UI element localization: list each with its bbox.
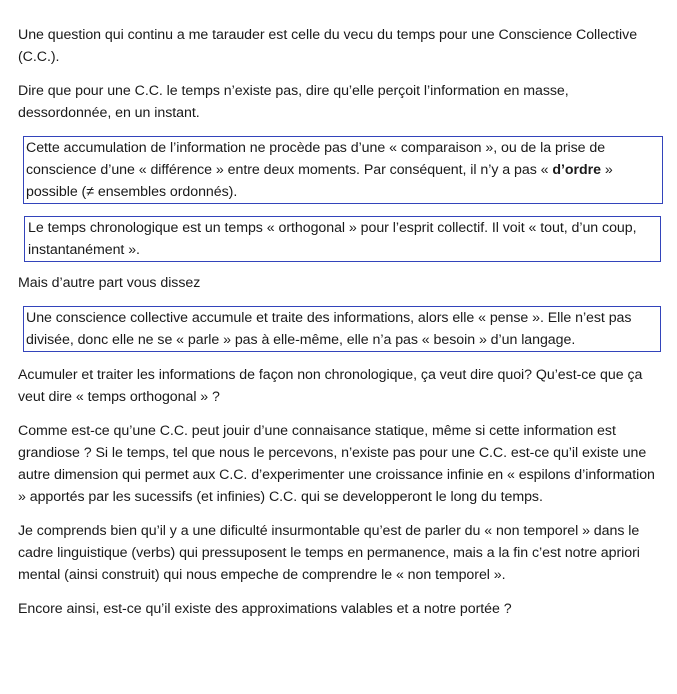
paragraph-non-temporal: Je comprends bien qu’il y a une dificulté insurmontable qu’est de parler du « non temporel » dans le cadre linguistique (verbs) qui pressuposent le temps en permanence, mais a la fin c’est notre apriori mental (ainsi construit) qui nous empeche de comprendre le « non temporel ». xyxy=(18,523,640,583)
paragraph-static-knowledge: Comme est-ce qu’une C.C. peut jouir d’une connaisance statique, même si cette information est grandiose ? Si le temps, tel que nous le percevons, n’existe pas pour une C.C. est-ce qu’il existe une autre dimension qui permet aux C.C. d’experimenter une croissance infinie en « espilons d’information » apportés par les sucessifs (et infinies) C.C. qui se developperont le long du temps. xyxy=(18,423,655,505)
quote-text: Le temps chronologique est un temps « orthogonal » pour l’esprit collectif. Il voit « tout, d’un coup, instantanément ». xyxy=(28,220,637,258)
quote-block-accumulation xyxy=(23,136,663,204)
quote-text: Une conscience collective accumule et traite des informations, alors elle « pense ». Elle n’est pas divisée, donc elle ne se « parle » pas à elle-même, elle n’a pas « besoin » d’un langage. xyxy=(26,310,632,348)
quote-text-bold: d’ordre xyxy=(552,162,601,178)
paragraph-question-orthogonal: Acumuler et traiter les informations de façon non chronologique, ça veut dire quoi? Qu’est-ce que ça veut dire « temps orthogonal » ? xyxy=(18,367,643,405)
quote-text-part1: Cette accumulation de l’information ne procède pas d’une « comparaison », ou de la prise de conscience d’une « différence » entre deux moments. Par conséquent, il n’y a pas « xyxy=(26,140,606,178)
paragraph-closing-question: Encore ainsi, est-ce qu’il existe des approximations valables et a notre portée ? xyxy=(18,601,512,617)
paragraph-question-intro: Une question qui continu a me tarauder est celle du vecu du temps pour une Conscience Collective (C.C.). xyxy=(18,27,638,65)
paragraph-statement: Dire que pour une C.C. le temps n’existe pas, dire qu’elle perçoit l’information en masse, dessordonnée, en un instant. xyxy=(18,83,569,121)
quote-block-chronological-time xyxy=(24,216,661,262)
quote-text-part2: » possible (≠ ensembles ordonnés). xyxy=(26,162,613,200)
quote-block-collective-consciousness xyxy=(23,306,661,352)
document-body xyxy=(18,24,663,632)
paragraph-transition: Mais d’autre part vous dissez xyxy=(18,275,201,291)
